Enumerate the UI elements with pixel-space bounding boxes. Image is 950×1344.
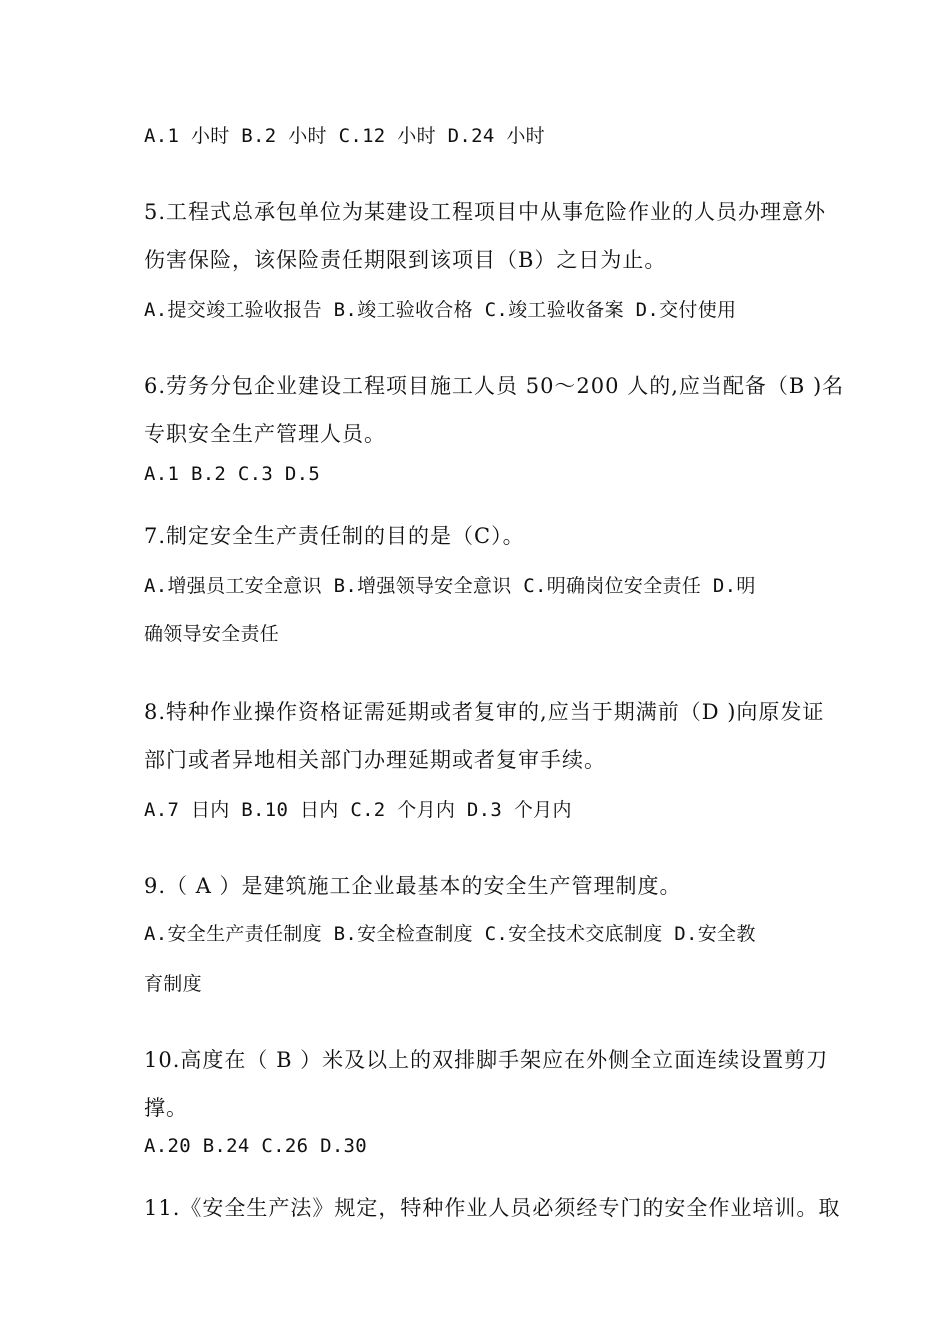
q6-options: A.1 B.2 C.3 D.5	[144, 463, 321, 485]
q10-question-line2: 撑。	[144, 1096, 188, 1120]
q10-question-line1: 10.高度在（ B ）米及以上的双排脚手架应在外侧全立面连续设置剪刀	[144, 1048, 829, 1072]
q5-question-line1: 5.工程式总承包单位为某建设工程项目中从事危险作业的人员办理意外	[144, 200, 827, 224]
q6-question-line1: 6.劳务分包企业建设工程项目施工人员 50～200 人的,应当配备（B )名	[144, 374, 845, 398]
q11-question-line1: 11.《安全生产法》规定，特种作业人员必须经专门的安全作业培训。取	[144, 1196, 841, 1220]
q8-question-line1: 8.特种作业操作资格证需延期或者复审的,应当于期满前（D )向原发证	[144, 700, 825, 724]
q8-question-line2: 部门或者异地相关部门办理延期或者复审手续。	[144, 748, 606, 772]
q9-question: 9.（ A ）是建筑施工企业最基本的安全生产管理制度。	[144, 874, 682, 898]
q7-question: 7.制定安全生产责任制的目的是（C）。	[144, 524, 525, 548]
q4-options: A.1 小时 B.2 小时 C.12 小时 D.24 小时	[144, 125, 545, 147]
q9-options-line2: 育制度	[144, 973, 202, 995]
q7-options-line1: A.增强员工安全意识 B.增强领导安全意识 C.明确岗位安全责任 D.明	[144, 575, 756, 597]
q5-question-line2: 伤害保险，该保险责任期限到该项目（B）之日为止。	[144, 248, 667, 272]
q10-options: A.20 B.24 C.26 D.30	[144, 1135, 368, 1157]
q5-options: A.提交竣工验收报告 B.竣工验收合格 C.竣工验收备案 D.交付使用	[144, 299, 737, 321]
q7-options-line2: 确领导安全责任	[144, 623, 280, 645]
q8-options: A.7 日内 B.10 日内 C.2 个月内 D.3 个月内	[144, 799, 572, 821]
q6-question-line2: 专职安全生产管理人员。	[144, 422, 386, 446]
q9-options-line1: A.安全生产责任制度 B.安全检查制度 C.安全技术交底制度 D.安全教	[144, 923, 756, 945]
